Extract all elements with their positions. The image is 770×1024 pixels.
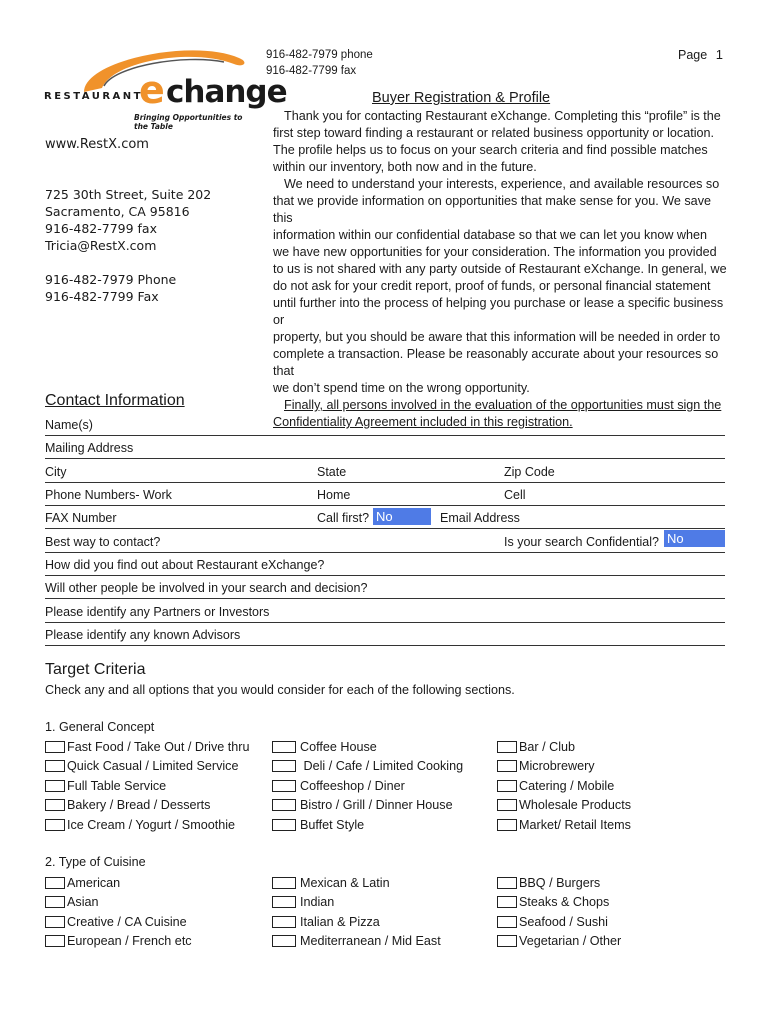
checkbox-label: Bar / Club [519, 740, 575, 754]
checkbox[interactable] [45, 780, 65, 792]
checkbox-label: Ice Cream / Yogurt / Smoothie [67, 818, 236, 832]
advisors-label: Please identify any known Advisors [45, 628, 241, 642]
intro-line: that we provide information on opportunities that make sense for you. We save this [273, 194, 711, 225]
checkbox[interactable] [272, 935, 296, 947]
intro-line: within our inventory, both now and in the future. [273, 160, 537, 174]
checkbox-item[interactable] [45, 893, 99, 911]
form-title: Buyer Registration & Profile [372, 90, 551, 106]
intro-line: complete a transaction. Please be reasonably accurate about your resources so that [273, 347, 719, 378]
checkbox-item[interactable] [45, 932, 192, 950]
checkbox-label: Microbrewery [519, 759, 595, 773]
names-field[interactable] [45, 413, 725, 436]
address-fax: 916-482-7799 fax [45, 221, 157, 236]
confidential-select[interactable]: No [664, 530, 725, 547]
checkbox[interactable] [45, 819, 65, 831]
company-website[interactable]: www.RestX.com [45, 137, 149, 152]
checkbox-item[interactable] [45, 757, 238, 775]
checkbox-label: Buffet Style [300, 818, 365, 832]
checkbox-label: Market/ Retail Items [519, 818, 631, 832]
intro-line: we have new opportunities for your consideration. The information you provided [273, 245, 717, 259]
company-phones [45, 271, 176, 305]
cuisine-title: 2. Type of Cuisine [45, 855, 146, 869]
intro-line: The profile helps us to focus on your search criteria and find possible matches [273, 143, 708, 157]
checkbox[interactable] [497, 799, 517, 811]
checkbox-label: Mediterranean / Mid East [300, 934, 441, 948]
checkbox-item[interactable] [45, 913, 187, 931]
checkbox-item[interactable] [497, 913, 608, 931]
city-label: City [45, 465, 67, 479]
target-section-title: Target Criteria [45, 661, 146, 678]
company-fax: 916-482-7799 Fax [45, 289, 159, 304]
checkbox-label: Steaks & Chops [519, 895, 610, 909]
call-first-label: Call first? [317, 511, 370, 525]
checkbox-item[interactable] [272, 932, 441, 950]
checkbox-label: Quick Casual / Limited Service [67, 759, 239, 773]
checkbox-label: Creative / CA Cuisine [67, 915, 187, 929]
company-email[interactable]: Tricia@RestX.com [45, 238, 157, 253]
contact-section-title: Contact Information [45, 392, 185, 409]
best-way-row[interactable] [45, 530, 725, 553]
page-indicator [678, 47, 723, 62]
checkbox[interactable] [272, 760, 296, 772]
checkbox[interactable] [497, 819, 517, 831]
checkbox-label: Bistro / Grill / Dinner House [300, 798, 453, 812]
names-label: Name(s) [45, 418, 93, 432]
checkbox-label: Mexican & Latin [300, 876, 390, 890]
mailing-label: Mailing Address [45, 441, 134, 455]
cell-label: Cell [504, 488, 526, 502]
checkbox-label: Italian & Pizza [300, 915, 380, 929]
checkbox-label: Deli / Cafe / Limited Cooking [300, 759, 464, 773]
checkbox-label: American [67, 876, 121, 890]
checkbox[interactable] [272, 916, 296, 928]
checkbox-item[interactable] [45, 796, 210, 814]
checkbox-label: Seafood / Sushi [519, 915, 608, 929]
checkbox[interactable] [272, 741, 296, 753]
checkbox-item[interactable] [272, 816, 364, 834]
how-find-field[interactable] [45, 553, 725, 576]
checkbox[interactable] [45, 877, 65, 889]
checkbox-item[interactable] [497, 738, 575, 756]
company-address [45, 186, 211, 254]
checkbox[interactable] [497, 780, 517, 792]
checkbox-label: BBQ / Burgers [519, 876, 601, 890]
page-number: 1 [715, 47, 723, 62]
checkbox-label: European / French etc [67, 934, 192, 948]
city-state-zip-row[interactable] [45, 460, 725, 483]
checkbox-label: Wholesale Products [519, 798, 631, 812]
checkbox-item[interactable] [272, 796, 453, 814]
checkbox-label: Coffeeshop / Diner [300, 779, 405, 793]
mailing-address-field[interactable] [45, 436, 725, 459]
checkbox-item[interactable] [497, 757, 595, 775]
checkbox-label: Full Table Service [67, 779, 167, 793]
checkbox-item[interactable] [497, 777, 614, 795]
intro-line: information within our confidential database so that we can let you know when [273, 228, 708, 242]
checkbox[interactable] [272, 896, 296, 908]
concept-title: 1. General Concept [45, 720, 155, 734]
intro-line: first step toward finding a restaurant or related business opportunity or location. [273, 126, 715, 140]
checkbox-item[interactable] [272, 874, 390, 892]
company-phone: 916-482-7979 Phone [45, 272, 177, 287]
logo-tagline: Bringing Opportunities to the Table [134, 113, 243, 131]
checkbox-item[interactable] [272, 913, 380, 931]
state-label: State [317, 465, 347, 479]
checkbox-item[interactable] [497, 796, 631, 814]
address-line-1: 725 30th Street, Suite 202 [45, 187, 212, 202]
checkbox-label: Bakery / Bread / Desserts [67, 798, 211, 812]
checkbox-item[interactable] [272, 757, 463, 775]
intro-line: do not ask for your credit report, proof of funds, or personal financial statement [273, 279, 711, 293]
intro-line: until further into the process of helping you purchase or lease a specific business or [273, 296, 724, 327]
checkbox-item[interactable] [497, 893, 609, 911]
checkbox-item[interactable] [45, 777, 166, 795]
intro-line: We need to understand your interests, experience, and available resources so [284, 177, 720, 191]
checkbox[interactable] [272, 877, 296, 889]
checkbox-item[interactable] [272, 893, 334, 911]
address-line-2: Sacramento, CA 95816 [45, 204, 190, 219]
checkbox-item[interactable] [45, 874, 120, 892]
intro-line: Confidentiality Agreement included in this registration. [273, 415, 573, 429]
page-label: Page [678, 48, 708, 62]
others-label: Will other people be involved in your search and decision? [45, 581, 368, 595]
logo-word-exchange: change [166, 74, 287, 110]
checkbox[interactable] [497, 877, 517, 889]
intro-line: Finally, all persons involved in the evaluation of the opportunities must sign the [284, 398, 722, 412]
intro-line: to us is not shared with any party outside of Restaurant eXchange. In general, we [273, 262, 727, 276]
advisors-field[interactable] [45, 623, 725, 646]
how-find-label: How did you find out about Restaurant eXchange? [45, 558, 325, 572]
checkbox[interactable] [45, 935, 65, 947]
checkbox[interactable] [45, 916, 65, 928]
call-first-select[interactable]: No [373, 508, 431, 525]
fax-label: FAX Number [45, 511, 117, 525]
logo [44, 40, 287, 131]
confidential-label: Is your search Confidential? [504, 535, 659, 549]
others-field[interactable] [45, 576, 725, 599]
home-label: Home [317, 488, 351, 502]
target-instructions: Check any and all options that you would consider for each of the following sections. [45, 683, 515, 697]
checkbox-label: Catering / Mobile [519, 779, 615, 793]
checkbox[interactable] [497, 760, 517, 772]
checkbox-item[interactable] [497, 932, 621, 950]
checkbox[interactable] [272, 819, 296, 831]
checkbox[interactable] [497, 896, 517, 908]
checkbox-label: Indian [300, 895, 335, 909]
header-fax: 916-482-7799 fax [266, 65, 357, 77]
checkbox[interactable] [45, 799, 65, 811]
checkbox[interactable] [497, 741, 517, 753]
best-way-label: Best way to contact? [45, 535, 161, 549]
intro-line: property, but you should be aware that this information will be needed in order to [273, 330, 721, 344]
phone-row[interactable] [45, 483, 725, 506]
checkbox[interactable] [272, 799, 296, 811]
checkbox[interactable] [45, 741, 65, 753]
checkbox-label: Coffee House [300, 740, 377, 754]
checkbox[interactable] [272, 780, 296, 792]
checkbox-label: Vegetarian / Other [519, 934, 622, 948]
checkbox-item[interactable] [272, 738, 377, 756]
header-phone: 916-482-7979 phone [266, 49, 373, 61]
email-label: Email Address [440, 511, 520, 525]
logo-word-exchange-e: e [139, 68, 165, 112]
checkbox-item[interactable] [497, 816, 631, 834]
checkbox-label: Asian [67, 895, 99, 909]
zip-label: Zip Code [504, 465, 555, 479]
intro-line: we don’t spend time on the wrong opportunity. [273, 381, 530, 395]
partners-field[interactable] [45, 600, 725, 623]
logo-word-restaurant: RESTAURANT [44, 91, 143, 102]
checkbox-item[interactable] [497, 874, 600, 892]
checkbox[interactable] [497, 935, 517, 947]
phone-work-label: Phone Numbers- Work [45, 488, 172, 502]
checkbox-item[interactable] [272, 777, 405, 795]
checkbox[interactable] [497, 916, 517, 928]
checkbox-item[interactable] [45, 816, 235, 834]
checkbox-label: Fast Food / Take Out / Drive thru [67, 740, 250, 754]
checkbox[interactable] [45, 896, 65, 908]
intro-line: Thank you for contacting Restaurant eXchange. Completing this “profile” is the [284, 109, 721, 123]
checkbox-item[interactable] [45, 738, 249, 756]
partners-label: Please identify any Partners or Investors [45, 605, 270, 619]
intro-text [273, 108, 733, 431]
checkbox[interactable] [45, 760, 65, 772]
